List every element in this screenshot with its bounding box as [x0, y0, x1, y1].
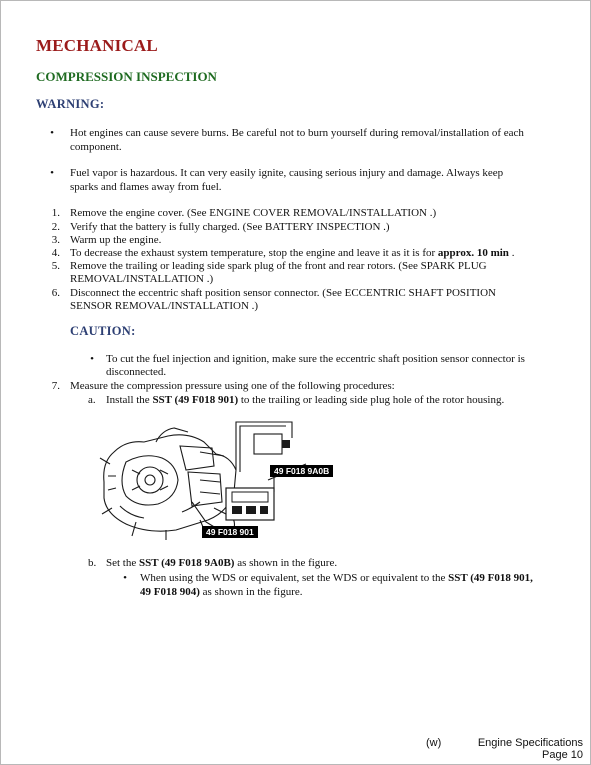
warning-item-1-line1: Hot engines can cause severe burns. Be careful not to burn yourself during removal/installation of each	[70, 127, 524, 139]
step-5-line1: Remove the trailing or leading side spark plug of the front and rear rotors. (See SPARK PLUG	[70, 260, 487, 272]
bullet-icon: •	[50, 127, 54, 139]
section-title: COMPRESSION INSPECTION	[36, 69, 217, 84]
step-number: 1.	[51, 207, 60, 219]
warning-label: WARNING:	[36, 97, 105, 111]
figure-label-upper: 49 F018 9A0B	[270, 465, 333, 477]
substep-a-pre: Install the	[106, 394, 153, 406]
substep-b-bullet-bold1: SST (49 F018 901,	[448, 572, 533, 584]
substep-a-bold: SST (49 F018 901)	[152, 394, 239, 406]
footer-code: (w)	[426, 737, 442, 749]
warning-item-2-line1: Fuel vapor is hazardous. It can very easily ignite, causing serious injury and damage. Always keep	[70, 167, 504, 179]
bullet-icon: •	[123, 572, 127, 584]
substep-b-bullet-pre: When using the WDS or equivalent, set the WDS or equivalent to the	[140, 572, 449, 584]
substep-b-post: as shown in the figure.	[234, 557, 338, 569]
engine-sst-figure	[96, 412, 356, 544]
sst-tester-unit	[226, 488, 274, 520]
step-6-line2: SENSOR REMOVAL/INSTALLATION .)	[70, 300, 259, 312]
substep-a-text	[106, 393, 504, 407]
substep-b-bullet-line1	[140, 571, 533, 585]
step-number: 3.	[51, 234, 60, 246]
footer-page: Page 10	[542, 749, 583, 761]
step-number: 4.	[51, 247, 60, 259]
step-4-text-pre: To decrease the exhaust system temperature, stop the engine and leave it as it is for	[70, 247, 438, 259]
step-4-text	[70, 246, 514, 260]
page-title: MECHANICAL	[36, 36, 158, 55]
caution-line2: disconnected.	[106, 366, 167, 378]
sst-connector-box	[254, 434, 290, 454]
step-6-line1: Disconnect the eccentric shaft position sensor connector. (See ECCENTRIC SHAFT POSITION	[70, 287, 496, 299]
step-number: 7.	[51, 380, 60, 392]
step-4-text-post: .	[508, 247, 515, 259]
step-5-line2: REMOVAL/INSTALLATION .)	[70, 273, 214, 285]
caution-label: CAUTION:	[70, 324, 136, 338]
caution-line1: To cut the fuel injection and ignition, make sure the eccentric shaft position sensor connector is	[106, 353, 525, 365]
step-7-text: Measure the compression pressure using one of the following procedures:	[70, 380, 395, 392]
substep-letter: a.	[88, 394, 96, 406]
step-number: 5.	[51, 260, 60, 272]
substep-letter: b.	[88, 557, 97, 569]
warning-item-2-line2: sparks and flames away from fuel.	[70, 181, 222, 193]
bullet-icon: •	[90, 353, 94, 365]
bullet-icon: •	[50, 167, 54, 179]
step-1-text: Remove the engine cover. (See ENGINE COVER REMOVAL/INSTALLATION .)	[70, 207, 437, 219]
warning-item-1-line2: component.	[70, 141, 122, 153]
figure-label-lower: 49 F018 901	[202, 526, 258, 538]
substep-a-post: to the trailing or leading side plug hole of the rotor housing.	[238, 394, 505, 406]
engine-drawing	[100, 428, 236, 540]
step-3-text: Warm up the engine.	[70, 234, 162, 246]
substep-b-bold: SST (49 F018 9A0B)	[139, 557, 235, 569]
step-4-text-bold: approx. 10 min	[437, 247, 509, 259]
footer-title: Engine Specifications	[477, 737, 583, 749]
substep-b-text	[106, 556, 337, 570]
substep-b-bullet-bold2: 49 F018 904)	[140, 586, 200, 598]
substep-b-bullet-post: as shown in the figure.	[199, 586, 303, 598]
substep-b-bullet-line2	[140, 585, 303, 599]
step-number: 6.	[51, 287, 60, 299]
step-2-text: Verify that the battery is fully charged. (See BATTERY INSPECTION .)	[70, 221, 390, 233]
step-number: 2.	[51, 221, 60, 233]
substep-b-pre: Set the	[106, 557, 139, 569]
